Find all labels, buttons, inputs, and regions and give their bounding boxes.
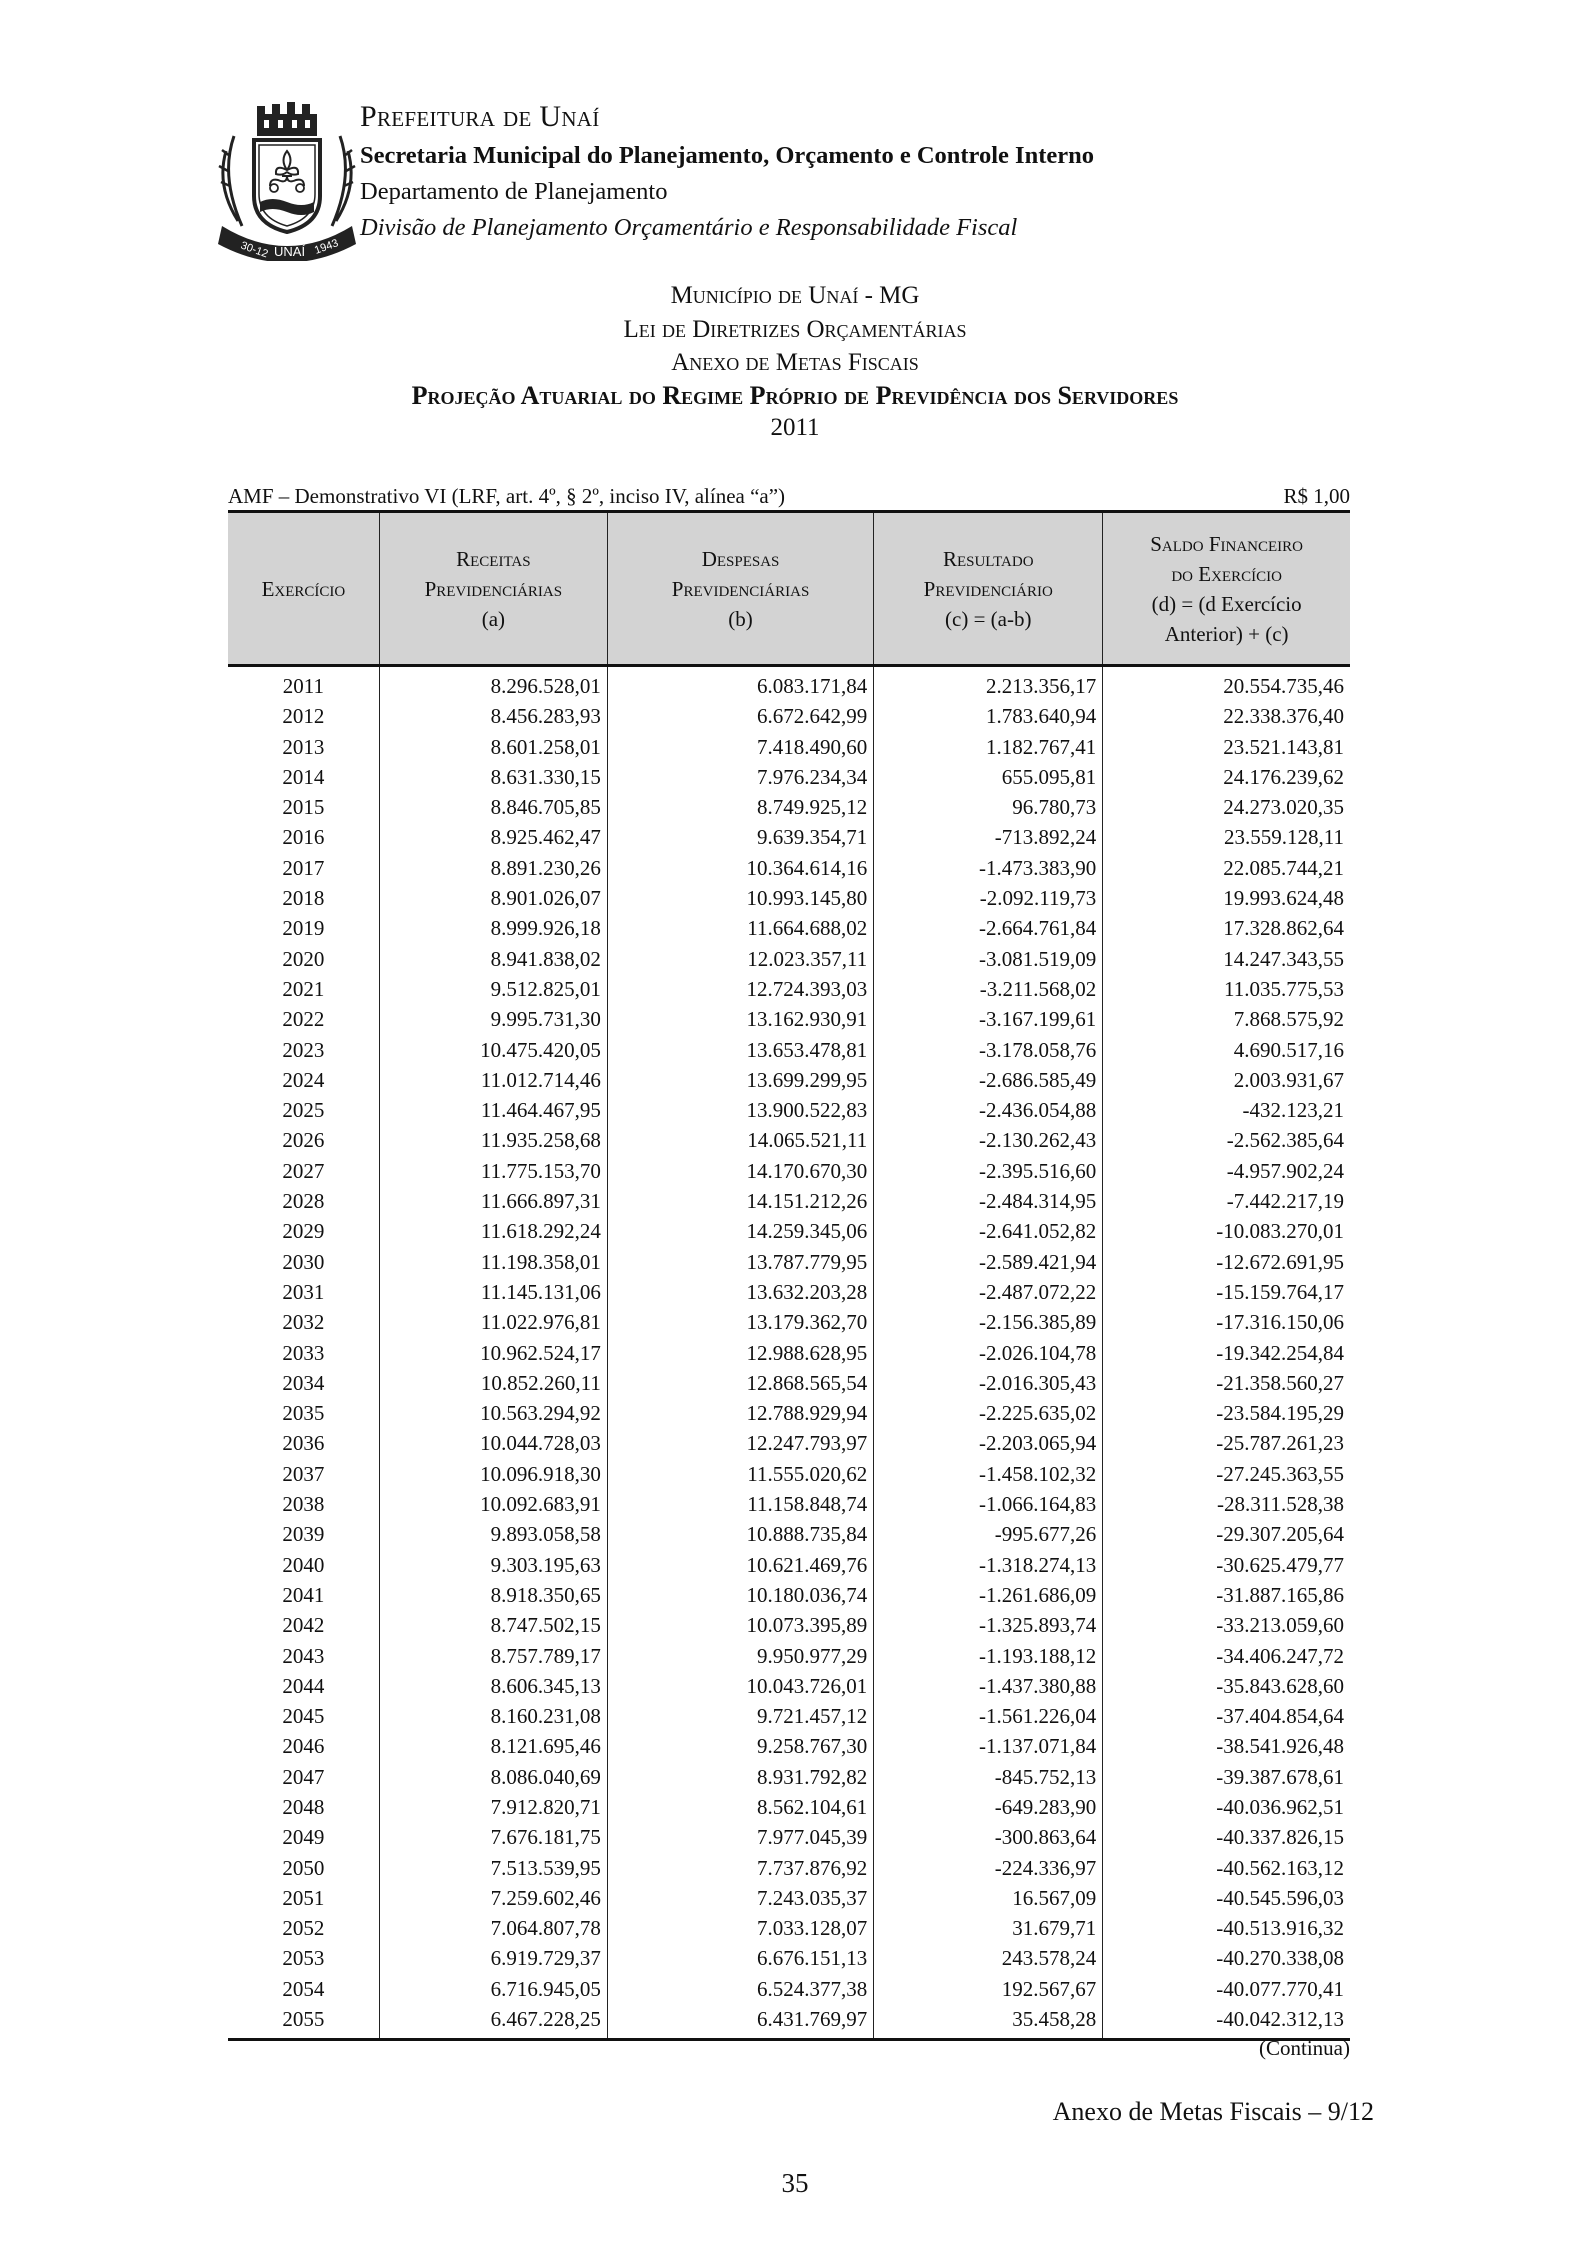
cell-despesas: 12.023.357,11 [607,944,873,974]
cell-resultado: -2.686.585,49 [874,1065,1103,1095]
cell-resultado: -2.156.385,89 [874,1307,1103,1337]
cell-saldo: -28.311.528,38 [1103,1489,1350,1519]
cell-exercicio: 2055 [228,2004,379,2040]
cell-exercicio: 2051 [228,1883,379,1913]
table-row [228,1428,1350,1458]
cell-exercicio: 2029 [228,1216,379,1246]
cell-saldo: -40.337.826,15 [1103,1822,1350,1852]
cell-receitas: 8.296.528,01 [379,666,607,702]
cell-resultado: 1.182.767,41 [874,732,1103,762]
cell-saldo: 2.003.931,67 [1103,1065,1350,1095]
cell-exercicio: 2044 [228,1671,379,1701]
cell-exercicio: 2016 [228,822,379,852]
cell-despesas: 14.065.521,11 [607,1125,873,1155]
cell-resultado: -649.283,90 [874,1792,1103,1822]
cell-despesas: 12.247.793,97 [607,1428,873,1458]
cell-saldo: -40.077.770,41 [1103,1974,1350,2004]
table-row [228,1883,1350,1913]
cell-saldo: -10.083.270,01 [1103,1216,1350,1246]
cell-resultado: 31.679,71 [874,1913,1103,1943]
table-row [228,792,1350,822]
cell-receitas: 10.044.728,03 [379,1428,607,1458]
cell-resultado: -300.863,64 [874,1822,1103,1852]
cell-exercicio: 2021 [228,974,379,1004]
cell-receitas: 9.512.825,01 [379,974,607,1004]
table-row [228,974,1350,1004]
cell-resultado: -3.178.058,76 [874,1035,1103,1065]
cell-resultado: -845.752,13 [874,1762,1103,1792]
cell-resultado: 35.458,28 [874,2004,1103,2040]
cell-exercicio: 2027 [228,1156,379,1186]
cell-receitas: 8.918.350,65 [379,1580,607,1610]
cell-saldo: -12.672.691,95 [1103,1247,1350,1277]
cell-saldo: -40.545.596,03 [1103,1883,1350,1913]
table-row [228,1307,1350,1337]
cell-despesas: 13.162.930,91 [607,1004,873,1034]
cell-resultado: -224.336,97 [874,1853,1103,1883]
cell-resultado: -2.641.052,82 [874,1216,1103,1246]
cell-resultado: -1.437.380,88 [874,1671,1103,1701]
cell-exercicio: 2043 [228,1641,379,1671]
cell-saldo: -40.036.962,51 [1103,1792,1350,1822]
cell-despesas: 13.179.362,70 [607,1307,873,1337]
cell-receitas: 11.935.258,68 [379,1125,607,1155]
cell-despesas: 6.672.642,99 [607,701,873,731]
cell-receitas: 6.919.729,37 [379,1943,607,1973]
table-row [228,666,1350,702]
table-row [228,1398,1350,1428]
cell-receitas: 8.121.695,46 [379,1731,607,1761]
cell-receitas: 8.891.230,26 [379,853,607,883]
cell-exercicio: 2014 [228,762,379,792]
cell-exercicio: 2049 [228,1822,379,1852]
cell-despesas: 9.258.767,30 [607,1731,873,1761]
cell-saldo: -40.270.338,08 [1103,1943,1350,1973]
cell-exercicio: 2017 [228,853,379,883]
cell-resultado: 2.213.356,17 [874,666,1103,702]
cell-saldo: -15.159.764,17 [1103,1277,1350,1307]
cell-exercicio: 2039 [228,1519,379,1549]
table-row [228,1035,1350,1065]
table-row [228,1550,1350,1580]
table-row [228,822,1350,852]
cell-resultado: -3.167.199,61 [874,1004,1103,1034]
table-row [228,1913,1350,1943]
cell-resultado: -713.892,24 [874,822,1103,852]
table-row [228,1277,1350,1307]
cell-receitas: 10.092.683,91 [379,1489,607,1519]
cell-resultado: -1.473.383,90 [874,853,1103,883]
cell-receitas: 8.606.345,13 [379,1671,607,1701]
cell-exercicio: 2018 [228,883,379,913]
cell-resultado: -3.081.519,09 [874,944,1103,974]
cell-resultado: -1.066.164,83 [874,1489,1103,1519]
cell-exercicio: 2034 [228,1368,379,1398]
cell-saldo: -38.541.926,48 [1103,1731,1350,1761]
cell-despesas: 14.170.670,30 [607,1156,873,1186]
table-row [228,732,1350,762]
cell-resultado: 243.578,24 [874,1943,1103,1973]
cell-receitas: 8.747.502,15 [379,1610,607,1640]
cell-despesas: 13.699.299,95 [607,1065,873,1095]
svg-text:UNAÍ: UNAÍ [274,244,306,259]
table-row [228,1004,1350,1034]
cell-receitas: 8.941.838,02 [379,944,607,974]
cell-resultado: -2.016.305,43 [874,1368,1103,1398]
table-row [228,1641,1350,1671]
cell-despesas: 7.033.128,07 [607,1913,873,1943]
table-row [228,1216,1350,1246]
cell-saldo: -40.042.312,13 [1103,2004,1350,2040]
cell-receitas: 11.198.358,01 [379,1247,607,1277]
cell-despesas: 9.639.354,71 [607,822,873,852]
table-row [228,1125,1350,1155]
cell-resultado: -1.561.226,04 [874,1701,1103,1731]
cell-receitas: 10.852.260,11 [379,1368,607,1398]
cell-saldo: -19.342.254,84 [1103,1338,1350,1368]
table-row [228,1156,1350,1186]
cell-receitas: 8.086.040,69 [379,1762,607,1792]
cell-resultado: -1.325.893,74 [874,1610,1103,1640]
table-header-row [228,512,1350,666]
cell-despesas: 13.653.478,81 [607,1035,873,1065]
table-row [228,1943,1350,1973]
cell-exercicio: 2053 [228,1943,379,1973]
cell-despesas: 10.073.395,89 [607,1610,873,1640]
table-row [228,1853,1350,1883]
cell-despesas: 7.418.490,60 [607,732,873,762]
cell-resultado: -1.137.071,84 [874,1731,1103,1761]
cell-exercicio: 2047 [228,1762,379,1792]
cell-exercicio: 2023 [228,1035,379,1065]
table-row [228,1671,1350,1701]
cell-receitas: 11.145.131,06 [379,1277,607,1307]
table-row [228,1792,1350,1822]
cell-resultado: -2.589.421,94 [874,1247,1103,1277]
cell-exercicio: 2050 [228,1853,379,1883]
table-row [228,1338,1350,1368]
cell-saldo: -40.562.163,12 [1103,1853,1350,1883]
coat-of-arms-icon [212,96,362,261]
cell-resultado: -1.261.686,09 [874,1580,1103,1610]
title-projecao: Projeção Atuarial do Regime Próprio de Previdência dos Servidores [411,381,1179,410]
cell-exercicio: 2033 [228,1338,379,1368]
title-ano: 2011 [770,414,820,441]
cell-despesas: 7.977.045,39 [607,1822,873,1852]
cell-receitas: 6.467.228,25 [379,2004,607,2040]
cell-saldo: -39.387.678,61 [1103,1762,1350,1792]
table-row [228,1065,1350,1095]
cell-resultado: 96.780,73 [874,792,1103,822]
continuation-note: (Continua) [1259,2036,1350,2060]
cell-despesas: 14.151.212,26 [607,1186,873,1216]
cell-resultado: -2.487.072,22 [874,1277,1103,1307]
table-row [228,762,1350,792]
table-row [228,1701,1350,1731]
svg-text:1943: 1943 [312,237,341,257]
table-row [228,1489,1350,1519]
cell-saldo: 22.338.376,40 [1103,701,1350,731]
cell-receitas: 11.775.153,70 [379,1156,607,1186]
cell-receitas: 8.601.258,01 [379,732,607,762]
cell-despesas: 10.043.726,01 [607,1671,873,1701]
letterhead-title: Prefeitura de Unaí [360,100,600,133]
cell-resultado: 655.095,81 [874,762,1103,792]
cell-exercicio: 2038 [228,1489,379,1519]
cell-despesas: 6.431.769,97 [607,2004,873,2040]
cell-despesas: 12.868.565,54 [607,1368,873,1398]
cell-receitas: 11.012.714,46 [379,1065,607,1095]
cell-saldo: 19.993.624,48 [1103,883,1350,913]
cell-exercicio: 2024 [228,1065,379,1095]
cell-exercicio: 2042 [228,1610,379,1640]
cell-saldo: 7.868.575,92 [1103,1004,1350,1034]
cell-receitas: 8.846.705,85 [379,792,607,822]
cell-saldo: 22.085.744,21 [1103,853,1350,883]
cell-saldo: -29.307.205,64 [1103,1519,1350,1549]
letterhead-divisao: Divisão de Planejamento Orçamentário e Responsabilidade Fiscal [360,214,1018,241]
footer-annex-label: Anexo de Metas Fiscais – 9/12 [1052,2097,1374,2126]
cell-exercicio: 2041 [228,1580,379,1610]
cell-exercicio: 2030 [228,1247,379,1277]
cell-despesas: 9.950.977,29 [607,1641,873,1671]
cell-despesas: 7.976.234,34 [607,762,873,792]
table-caption: AMF – Demonstrativo VI (LRF, art. 4º, § 2º, inciso IV, alínea “a”) [228,484,786,508]
header-resultado: Resultado Previdenciário (c) = (a-b) [874,512,1103,666]
cell-resultado: -1.458.102,32 [874,1459,1103,1489]
table-body [228,666,1350,2040]
table-row [228,1822,1350,1852]
cell-despesas: 6.524.377,38 [607,1974,873,2004]
cell-resultado: -995.677,26 [874,1519,1103,1549]
cell-saldo: -2.562.385,64 [1103,1125,1350,1155]
letterhead-secretaria: Secretaria Municipal do Planejamento, Orçamento e Controle Interno [360,142,1094,169]
cell-saldo: -30.625.479,77 [1103,1550,1350,1580]
cell-despesas: 12.988.628,95 [607,1338,873,1368]
cell-saldo: 23.521.143,81 [1103,732,1350,762]
cell-receitas: 8.631.330,15 [379,762,607,792]
cell-despesas: 12.788.929,94 [607,1398,873,1428]
cell-receitas: 11.618.292,24 [379,1216,607,1246]
cell-saldo: -34.406.247,72 [1103,1641,1350,1671]
cell-receitas: 8.757.789,17 [379,1641,607,1671]
title-lei: Lei de Diretrizes Orçamentárias [623,316,967,343]
cell-receitas: 7.912.820,71 [379,1792,607,1822]
letterhead-departamento: Departamento de Planejamento [360,178,668,205]
cell-saldo: -432.123,21 [1103,1095,1350,1125]
table-row [228,913,1350,943]
cell-despesas: 6.676.151,13 [607,1943,873,1973]
cell-despesas: 7.737.876,92 [607,1853,873,1883]
cell-saldo: 24.273.020,35 [1103,792,1350,822]
cell-saldo: 14.247.343,55 [1103,944,1350,974]
cell-resultado: -1.318.274,13 [874,1550,1103,1580]
cell-resultado: -1.193.188,12 [874,1641,1103,1671]
table-row [228,1762,1350,1792]
cell-exercicio: 2019 [228,913,379,943]
header-receitas: Receitas Previdenciárias (a) [379,512,607,666]
cell-receitas: 11.022.976,81 [379,1307,607,1337]
title-anexo: Anexo de Metas Fiscais [671,349,919,376]
actuarial-projection-table [228,510,1350,2041]
page-number: 35 [781,2168,809,2198]
cell-exercicio: 2012 [228,701,379,731]
cell-resultado: 1.783.640,94 [874,701,1103,731]
cell-despesas: 11.555.020,62 [607,1459,873,1489]
cell-despesas: 14.259.345,06 [607,1216,873,1246]
cell-resultado: -2.026.104,78 [874,1338,1103,1368]
cell-saldo: -33.213.059,60 [1103,1610,1350,1640]
cell-receitas: 9.995.731,30 [379,1004,607,1034]
cell-exercicio: 2046 [228,1731,379,1761]
cell-resultado: -3.211.568,02 [874,974,1103,1004]
cell-exercicio: 2022 [228,1004,379,1034]
table-row [228,1459,1350,1489]
cell-receitas: 7.064.807,78 [379,1913,607,1943]
cell-despesas: 11.664.688,02 [607,913,873,943]
cell-receitas: 8.999.926,18 [379,913,607,943]
header-exercicio: Exercício [228,512,379,666]
cell-exercicio: 2011 [228,666,379,702]
cell-saldo: -31.887.165,86 [1103,1580,1350,1610]
table-row [228,701,1350,731]
cell-exercicio: 2045 [228,1701,379,1731]
table-row [228,1186,1350,1216]
cell-resultado: -2.484.314,95 [874,1186,1103,1216]
cell-despesas: 10.993.145,80 [607,883,873,913]
table-row [228,1368,1350,1398]
table-row [228,853,1350,883]
cell-exercicio: 2028 [228,1186,379,1216]
cell-receitas: 8.160.231,08 [379,1701,607,1731]
cell-receitas: 11.464.467,95 [379,1095,607,1125]
cell-despesas: 13.900.522,83 [607,1095,873,1125]
cell-saldo: -17.316.150,06 [1103,1307,1350,1337]
header-despesas: Despesas Previdenciárias (b) [607,512,873,666]
cell-receitas: 7.259.602,46 [379,1883,607,1913]
table-row [228,1610,1350,1640]
cell-exercicio: 2020 [228,944,379,974]
cell-despesas: 11.158.848,74 [607,1489,873,1519]
cell-receitas: 8.901.026,07 [379,883,607,913]
cell-saldo: -7.442.217,19 [1103,1186,1350,1216]
cell-despesas: 8.931.792,82 [607,1762,873,1792]
cell-resultado: -2.130.262,43 [874,1125,1103,1155]
cell-receitas: 7.513.539,95 [379,1853,607,1883]
cell-receitas: 9.893.058,58 [379,1519,607,1549]
table-row [228,1974,1350,2004]
cell-saldo: -35.843.628,60 [1103,1671,1350,1701]
cell-saldo: -27.245.363,55 [1103,1459,1350,1489]
cell-saldo: 4.690.517,16 [1103,1035,1350,1065]
cell-resultado: -2.092.119,73 [874,883,1103,913]
cell-resultado: -2.203.065,94 [874,1428,1103,1458]
cell-exercicio: 2054 [228,1974,379,2004]
table-row [228,1247,1350,1277]
cell-saldo: 24.176.239,62 [1103,762,1350,792]
cell-despesas: 8.749.925,12 [607,792,873,822]
cell-exercicio: 2036 [228,1428,379,1458]
cell-saldo: 17.328.862,64 [1103,913,1350,943]
cell-despesas: 12.724.393,03 [607,974,873,1004]
cell-saldo: -21.358.560,27 [1103,1368,1350,1398]
cell-receitas: 10.475.420,05 [379,1035,607,1065]
cell-receitas: 9.303.195,63 [379,1550,607,1580]
cell-resultado: 16.567,09 [874,1883,1103,1913]
cell-despesas: 10.888.735,84 [607,1519,873,1549]
cell-despesas: 6.083.171,84 [607,666,873,702]
cell-despesas: 10.180.036,74 [607,1580,873,1610]
cell-receitas: 10.096.918,30 [379,1459,607,1489]
cell-receitas: 7.676.181,75 [379,1822,607,1852]
table-row [228,1580,1350,1610]
cell-saldo: -23.584.195,29 [1103,1398,1350,1428]
cell-saldo: 20.554.735,46 [1103,666,1350,702]
cell-exercicio: 2015 [228,792,379,822]
cell-saldo: -40.513.916,32 [1103,1913,1350,1943]
cell-despesas: 13.787.779,95 [607,1247,873,1277]
table-row [228,1519,1350,1549]
cell-exercicio: 2032 [228,1307,379,1337]
cell-saldo: 11.035.775,53 [1103,974,1350,1004]
table-row [228,944,1350,974]
cell-exercicio: 2040 [228,1550,379,1580]
cell-despesas: 13.632.203,28 [607,1277,873,1307]
cell-exercicio: 2037 [228,1459,379,1489]
cell-despesas: 8.562.104,61 [607,1792,873,1822]
cell-exercicio: 2031 [228,1277,379,1307]
table-row [228,2004,1350,2040]
cell-resultado: 192.567,67 [874,1974,1103,2004]
cell-receitas: 8.456.283,93 [379,701,607,731]
cell-despesas: 7.243.035,37 [607,1883,873,1913]
cell-saldo: -4.957.902,24 [1103,1156,1350,1186]
cell-resultado: -2.225.635,02 [874,1398,1103,1428]
table-row [228,1731,1350,1761]
cell-despesas: 10.621.469,76 [607,1550,873,1580]
cell-exercicio: 2013 [228,732,379,762]
title-municipio: Município de Unaí - MG [670,282,920,309]
cell-receitas: 10.962.524,17 [379,1338,607,1368]
cell-saldo: -25.787.261,23 [1103,1428,1350,1458]
currency-unit: R$ 1,00 [1283,484,1350,508]
cell-despesas: 10.364.614,16 [607,853,873,883]
cell-receitas: 11.666.897,31 [379,1186,607,1216]
cell-resultado: -2.436.054,88 [874,1095,1103,1125]
cell-despesas: 9.721.457,12 [607,1701,873,1731]
cell-receitas: 8.925.462,47 [379,822,607,852]
svg-text:30-12: 30-12 [238,239,270,261]
table-row [228,883,1350,913]
cell-resultado: -2.664.761,84 [874,913,1103,943]
table-row [228,1095,1350,1125]
cell-saldo: -37.404.854,64 [1103,1701,1350,1731]
cell-exercicio: 2052 [228,1913,379,1943]
cell-saldo: 23.559.128,11 [1103,822,1350,852]
cell-resultado: -2.395.516,60 [874,1156,1103,1186]
cell-exercicio: 2048 [228,1792,379,1822]
cell-exercicio: 2035 [228,1398,379,1428]
cell-receitas: 6.716.945,05 [379,1974,607,2004]
cell-exercicio: 2026 [228,1125,379,1155]
cell-receitas: 10.563.294,92 [379,1398,607,1428]
cell-exercicio: 2025 [228,1095,379,1125]
header-saldo-financeiro: Saldo Financeiro do Exercício (d) = (d Exercício Anterior) + (c) [1103,512,1350,666]
